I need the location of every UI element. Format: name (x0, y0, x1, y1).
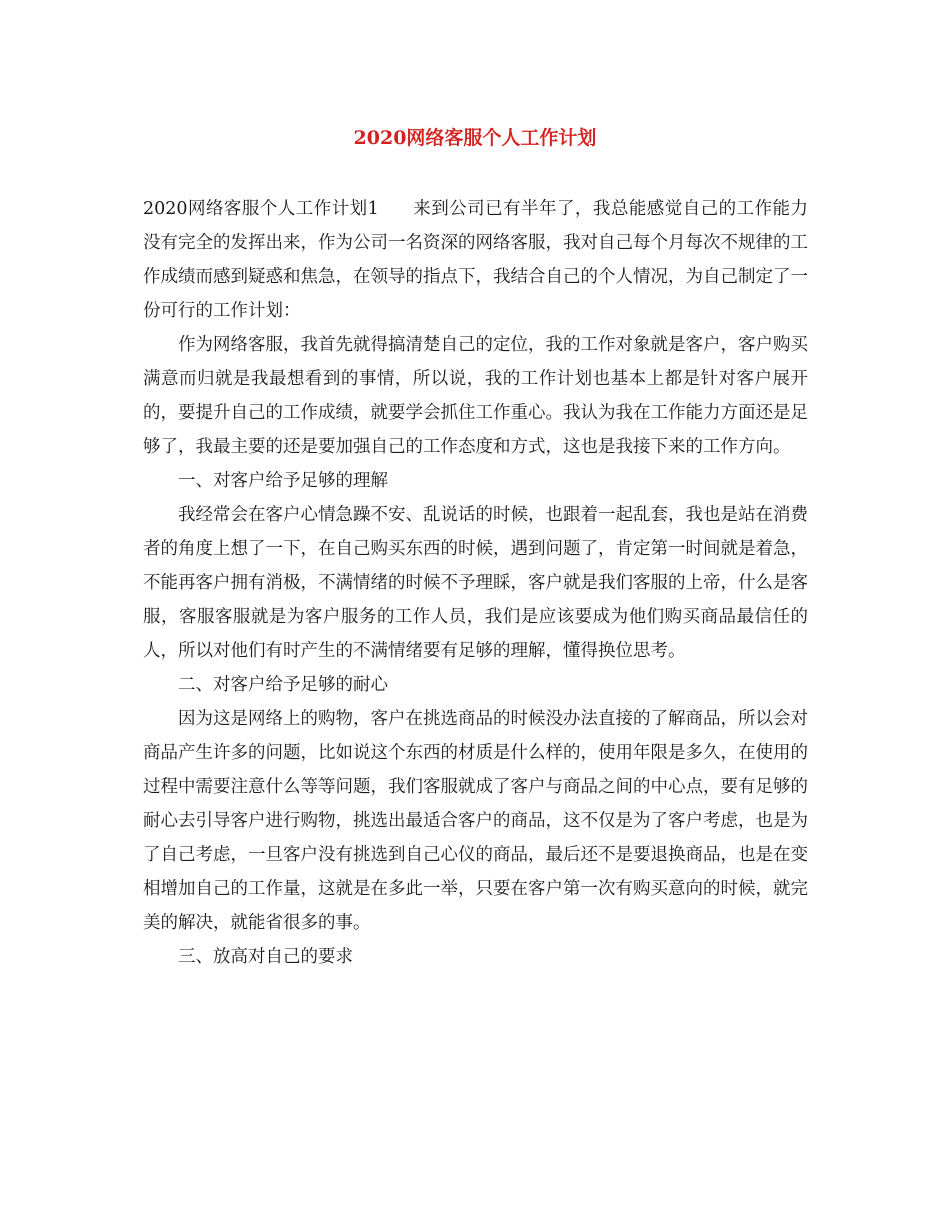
document-title: 2020网络客服个人工作计划 (353, 127, 597, 149)
section-heading-understanding: 一、对客户给予足够的理解 (178, 471, 388, 491)
intro-paragraph (143, 192, 808, 328)
section-heading-requirements: 三、放高对自己的要求 (178, 947, 353, 967)
section-heading-patience: 二、对客户给予足够的耐心 (178, 675, 388, 695)
intro-text: 来到公司已有半年了，我总能感觉自己的工作能力没有完全的发挥出来，作为公司一名资深的网络客服，我对自己每个月每次不规律的工作成绩而感到疑惑和焦急，在领导的指点下，我结合自己的个人情况，为自己制定了一份可行的工作计划： (143, 199, 808, 321)
document-body (143, 192, 808, 974)
paragraph-positioning: 作为网络客服，我首先就得搞清楚自己的定位，我的工作对象就是客户，客户购买满意而归就是我最想看到的事情，所以说，我的工作计划也基本上都是针对客户展开的，要提升自己的工作成绩，就要学会抓住工作重心。我认为我在工作能力方面还是足够了，我最主要的还是要加强自己的工作态度和方式，这也是我接下来的工作方向。 (143, 335, 808, 457)
intro-label: 2020网络客服个人工作计划1 (143, 199, 379, 219)
paragraph-understanding: 我经常会在客户心情急躁不安、乱说话的时候，也跟着一起乱套，我也是站在消费者的角度上想了一下，在自己购买东西的时候，遇到问题了，肯定第一时间就是着急，不能再客户拥有消极，不满情绪的时候不予理睬，客户就是我们客服的上帝，什么是客服，客服客服就是为客户服务的工作人员，我们是应该要成为他们购买商品最信任的人，所以对他们有时产生的不满情绪要有足够的理解，懂得换位思考。 (143, 505, 808, 661)
paragraph-patience: 因为这是网络上的购物，客户在挑选商品的时候没办法直接的了解商品，所以会对商品产生许多的问题，比如说这个东西的材质是什么样的，使用年限是多久，在使用的过程中需要注意什么等等问题，我们客服就成了客户与商品之间的中心点，要有足够的耐心去引导客户进行购物，挑选出最适合客户的商品，这不仅是为了客户考虑，也是为了自己考虑，一旦客户没有挑选到自己心仪的商品，最后还不是要退换商品，也是在变相增加自己的工作量，这就是在多此一举，只要在客户第一次有购买意向的时候，就完美的解决，就能省很多的事。 (143, 709, 808, 933)
